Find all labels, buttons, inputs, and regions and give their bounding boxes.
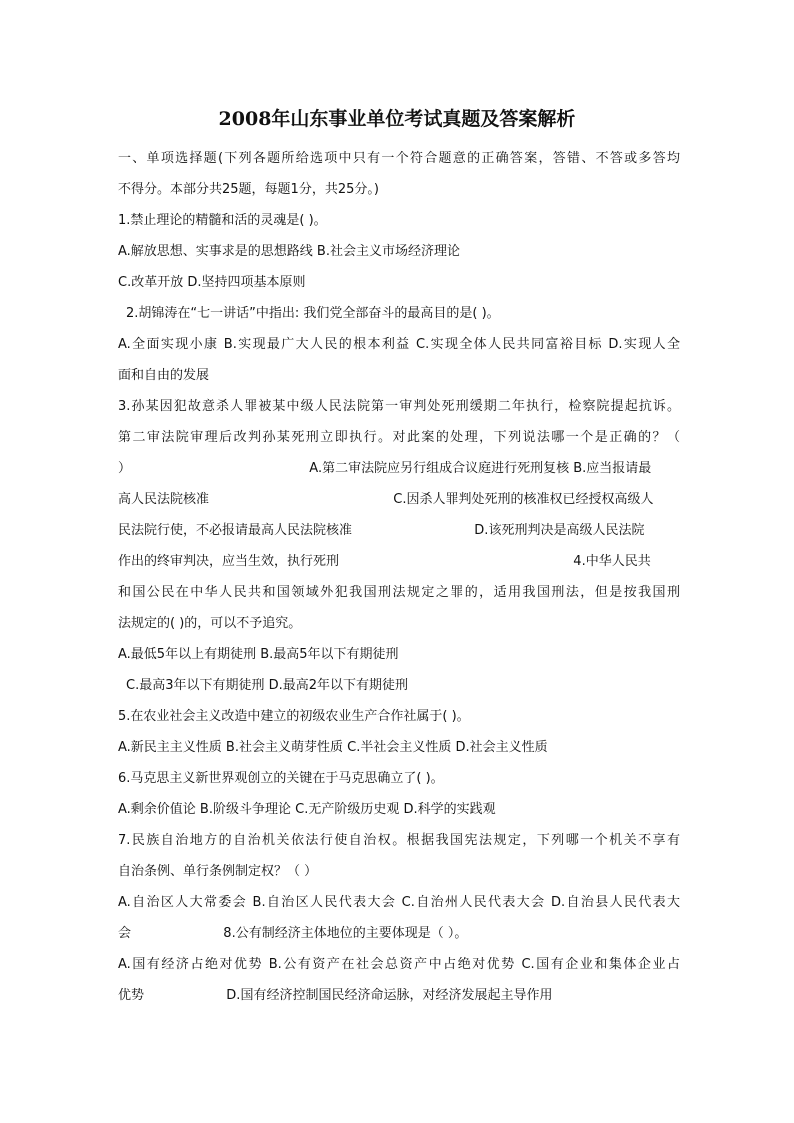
text-segment: 8.公有制经济主体地位的主要体现是（ ）。 [223, 926, 468, 941]
text-segment: 4.中华人民共 [573, 554, 651, 569]
text-segment: 作出的终审判决，应当生效，执行死刑 [118, 554, 340, 569]
text-line: 面和自由的发展 [118, 368, 210, 383]
text-line: C.改革开放 D.坚持四项基本原则 [118, 275, 306, 290]
text-segment: 优势 [118, 988, 145, 1003]
text-line [118, 918, 680, 949]
text-segment: D.国有经济控制国民经济命运脉，对经济发展起主导作用 [226, 988, 553, 1003]
text-line [118, 453, 680, 484]
text-line: 6.马克思主义新世界观创立的关键在于马克思确立了( )。 [118, 771, 444, 786]
text-segment: 民法院行使，不必报请最高人民法院核准 [118, 523, 353, 538]
text-line: A.剩余价值论 B.阶级斗争理论 C.无产阶级历史观 D.科学的实践观 [118, 802, 496, 817]
text-line: A.解放思想、实事求是的思想路线 B.社会主义市场经济理论 [118, 244, 460, 259]
text-line [118, 515, 680, 546]
text-line: 3.孙某因犯故意杀人罪被某中级人民法院第一审判处死刑缓期二年执行，检察院提起抗诉。 [118, 399, 680, 414]
text-line: A.最低5年以上有期徒刑 B.最高5年以下有期徒刑 [118, 647, 399, 662]
text-line: 自治条例、单行条例制定权？（ ） [118, 864, 318, 879]
text-line [118, 980, 680, 1011]
text-line: A.新民主主义性质 B.社会主义萌芽性质 C.半社会主义性质 D.社会主义性质 [118, 740, 548, 755]
text-line: 7.民族自治地方的自治机关依法行使自治权。根据我国宪法规定，下列哪一个机关不享有 [118, 833, 680, 848]
text-segment: D.该死刑判决是高级人民法院 [474, 523, 645, 538]
text-segment: A.第二审法院应另行组成合议庭进行死刑复核 B.应当报请最 [309, 461, 652, 476]
text-line: 1.禁止理论的精髓和活的灵魂是( )。 [118, 213, 327, 228]
text-line: 第二审法院审理后改判孙某死刑立即执行。对此案的处理，下列说法哪一个是正确的？（ [118, 430, 680, 445]
text-line: 一、单项选择题(下列各题所给选项中只有一个符合题意的正确答案，答错、不答或多答均 [118, 151, 680, 166]
text-line: 不得分。本部分共25题，每题1分，共25分。) [118, 182, 379, 197]
text-segment: C.因杀人罪判处死刑的核准权已经授权高级人 [393, 492, 654, 507]
text-line [118, 484, 680, 515]
text-line: A.全面实现小康 B.实现最广大人民的根本利益 C.实现全体人民共同富裕目标 D.实现人全 [118, 337, 680, 352]
text-segment: 高人民法院核准 [118, 492, 210, 507]
document-body [118, 143, 680, 1011]
text-segment: ） [118, 461, 132, 476]
text-line: 2.胡锦涛在“七一讲话”中指出: 我们党全部奋斗的最高目的是( )。 [126, 306, 500, 321]
text-line [118, 546, 680, 577]
text-line: 法规定的( )的，可以不予追究。 [118, 616, 302, 631]
text-line: 5.在农业社会主义改造中建立的初级农业生产合作社属于( )。 [118, 709, 470, 724]
text-line: 和国公民在中华人民共和国领域外犯我国刑法规定之罪的，适用我国刑法，但是按我国刑 [118, 585, 680, 600]
text-line: A.自治区人大常委会 B.自治区人民代表大会 C.自治州人民代表大会 D.自治县人民代表大 [118, 895, 680, 910]
text-segment: 会 [118, 926, 132, 941]
page-title: 2008年山东事业单位考试真题及答案解析 [218, 108, 576, 130]
text-line: C.最高3年以下有期徒刑 D.最高2年以下有期徒刑 [126, 678, 409, 693]
text-line: A.国有经济占绝对优势 B.公有资产在社会总资产中占绝对优势 C.国有企业和集体企业占 [118, 957, 680, 972]
